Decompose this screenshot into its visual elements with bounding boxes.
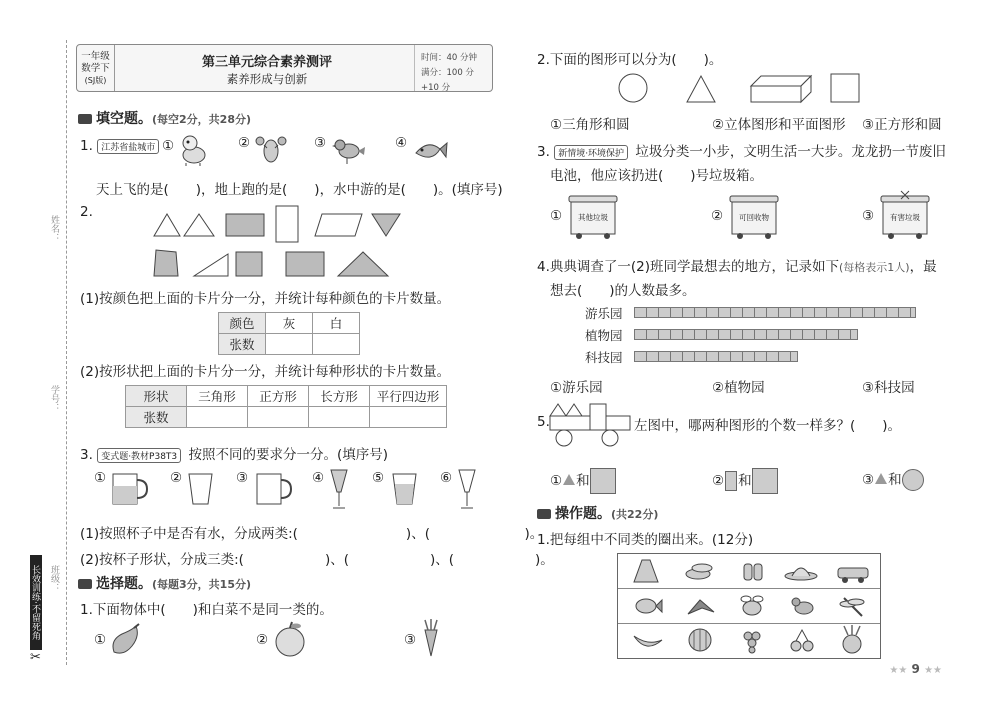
triangle-icon [563, 474, 575, 485]
q5-opt2: ②立体图形和平面图形 [712, 117, 846, 133]
bin-hazardous [877, 190, 933, 240]
id-label: 学号： [49, 385, 59, 412]
q7-text1: 4.典典调查了一(2)班同学最想去的地方，记录如下 [537, 259, 840, 275]
count-cell[interactable] [187, 407, 248, 428]
square-icon [752, 468, 778, 494]
q1-question: 天上飞的是( )，地上跑的是( )，水中游的是( )。(填序号) [96, 182, 503, 198]
dress-icon [634, 560, 658, 582]
row-label-botanical: 植物园 [585, 328, 623, 343]
bin-label: 有害垃圾 [890, 213, 920, 222]
page-title: 第三单元综合素养测评 [201, 55, 332, 70]
mug-water-icon [110, 470, 150, 508]
shape-parallelogram: 平行四边形 [370, 386, 447, 407]
circle-icon [902, 469, 924, 491]
shape-rectangle: 长方形 [309, 386, 370, 407]
section-badge-icon [78, 114, 92, 124]
bird-icon [792, 598, 813, 614]
time-label: 时间：40 分钟 [421, 53, 478, 63]
q4-opt3: ③ [404, 632, 417, 648]
q8-number: 5. [537, 414, 550, 430]
binding-seam [66, 40, 67, 665]
wine-glass-water-icon [328, 468, 350, 512]
wine-glass-icon [456, 468, 478, 512]
q6-opt1: ① [550, 208, 563, 224]
bird-icon [332, 133, 366, 167]
lobster-icon [254, 133, 288, 167]
q4-question: 1.下面物体中( )和白菜不是同一类的。 [80, 602, 333, 618]
mug-empty-icon [254, 470, 294, 508]
watermelon-icon [689, 629, 711, 651]
grapes-icon [744, 632, 760, 653]
q3-part2: (2)按杯子形状，分成三类:( )、( )、( )。 [80, 552, 554, 568]
q7-line1 [537, 255, 937, 275]
q1-opt1: ① [162, 138, 175, 154]
q3-line [80, 443, 388, 463]
bar-science [634, 351, 798, 362]
bin-other [565, 190, 621, 240]
q3-number: 3. [80, 447, 93, 463]
count-cell[interactable] [370, 407, 447, 428]
count-header: 张数 [219, 334, 266, 355]
cup-opt3: ③ [236, 470, 249, 486]
truck-figure [548, 400, 634, 448]
subject-label: 数学下 [81, 63, 110, 74]
edition-label: (SJ版) [84, 76, 107, 85]
dog-icon [178, 133, 210, 167]
section-note: (共22分) [611, 508, 659, 521]
q1-tag: 江苏省盐城市 [97, 139, 159, 154]
section-title: 填空题。 [96, 111, 152, 127]
q7-opt3: ③科技园 [862, 380, 915, 396]
q5-opt3: ③正方形和圆 [862, 117, 942, 133]
fish-icon [412, 133, 448, 167]
shape-triangle: 三角形 [187, 386, 248, 407]
q3-question: 按照不同的要求分一分。(填序号) [188, 447, 388, 463]
shape-square: 正方形 [248, 386, 309, 407]
q8-opt3 [862, 468, 924, 491]
page-header [76, 44, 493, 92]
q1-opt3: ③ [314, 135, 327, 151]
section-badge-icon [537, 509, 551, 519]
q6-tag: 新情境·环境保护 [554, 145, 628, 160]
bin-label: 可回收物 [739, 213, 769, 222]
eggplant-icon [108, 622, 142, 658]
scissors-icon: ✂ [30, 650, 41, 665]
q8-opt2 [712, 468, 778, 494]
q1-number: 1. [80, 138, 93, 154]
color-table [218, 312, 360, 355]
section-fill-in [78, 108, 251, 128]
count-cell[interactable] [309, 407, 370, 428]
bin-label: 其他垃圾 [578, 213, 608, 222]
star-icon: ★★ [924, 665, 942, 676]
side-banner: 长效训练·不留死角 [30, 555, 42, 650]
q9-question: 1.把每组中不同类的圈出来。(12分) [537, 532, 754, 548]
q1-line [80, 138, 162, 154]
cup-opt1: ① [94, 470, 107, 486]
and-label: 和 [576, 473, 590, 489]
exam-info [414, 45, 492, 91]
carrot-icon [420, 618, 442, 658]
bar-amusement [634, 307, 916, 318]
count-cell[interactable] [248, 407, 309, 428]
section-badge-icon [78, 579, 92, 589]
bar-botanical [634, 329, 858, 340]
glass-icon [186, 470, 216, 508]
rectangle-icon [725, 471, 737, 491]
picture-grid [617, 553, 881, 659]
color-header: 颜色 [219, 313, 266, 334]
q6-opt2: ② [711, 208, 724, 224]
triangle-icon [875, 473, 887, 484]
q8-opt1 [550, 468, 616, 494]
section-title: 操作题。 [555, 506, 611, 522]
q7-note: (每格表示1人) [839, 261, 910, 274]
q1-opt4: ④ [395, 135, 408, 151]
car-icon [838, 568, 868, 583]
q7-text1b: ，最 [909, 259, 937, 275]
q6-number: 3. [537, 144, 550, 160]
shoes-icon [686, 564, 712, 579]
q7-opt2: ②植物园 [712, 380, 765, 396]
q2-part1: (1)按颜色把上面的卡片分一分，并统计每种颜色的卡片数量。 [80, 291, 451, 307]
cup-opt5: ⑤ [372, 470, 385, 486]
q5-shapes [615, 70, 875, 106]
class-label: 班级： [49, 565, 59, 592]
q7-line2: 想去( )的人数最多。 [550, 283, 696, 299]
section-operation [537, 503, 658, 523]
cup-opt6: ⑥ [440, 470, 453, 486]
radish-icon [843, 625, 861, 653]
hat-icon [785, 568, 817, 580]
q5-opt1: ①三角形和圆 [550, 117, 630, 133]
score-label: 满分：100 分 +10 分 [421, 68, 474, 93]
row-label-science: 科技园 [585, 350, 623, 365]
q3-part1: (1)按照杯子中是否有水，分成两类:( )、( )。 [80, 526, 544, 542]
page-subtitle: 素养形成与创新 [226, 72, 308, 86]
q4-opt2: ② [256, 632, 269, 648]
color-white: 白 [313, 313, 360, 334]
q4-opt1: ① [94, 632, 107, 648]
row-label-amusement: 游乐园 [585, 306, 623, 321]
apple-icon [272, 620, 308, 658]
page-number-text: 9 [911, 662, 920, 676]
bin-recyclable [726, 190, 782, 240]
bee-icon [741, 596, 763, 615]
count-header: 张数 [126, 407, 187, 428]
square-icon [590, 468, 616, 494]
q8-opt3-num: ③ [862, 472, 875, 488]
and-label: 和 [888, 472, 902, 488]
q3-tag: 变式题·教材P38T3 [97, 448, 181, 463]
fish-icon [636, 599, 662, 613]
dragonfly-icon [840, 598, 864, 616]
section-title: 选择题。 [96, 576, 152, 592]
shape-header: 形状 [126, 386, 187, 407]
q6-line1 [537, 140, 946, 160]
q6-line2: 电池，他应该扔进( )号垃圾箱。 [550, 168, 764, 184]
q1-opt2: ② [238, 135, 251, 151]
q2-cards [150, 204, 470, 284]
gray-count-cell[interactable] [266, 334, 313, 355]
cup-opt2: ② [170, 470, 183, 486]
section-note: (每题3分，共15分) [152, 578, 252, 591]
star-icon: ★★ [889, 665, 908, 676]
section-choice [78, 573, 251, 593]
q8-opt2-num: ② [712, 473, 725, 489]
cherry-icon [791, 630, 813, 651]
q8-question: 左图中，哪两种图形的个数一样多？( )。 [634, 418, 902, 434]
q7-opt1: ①游乐园 [550, 380, 603, 396]
color-gray: 灰 [266, 313, 313, 334]
q8-opt1-num: ① [550, 473, 563, 489]
grade-label: 一年级 [81, 51, 110, 62]
q2-part2: (2)按形状把上面的卡片分一分，并统计每种形状的卡片数量。 [80, 364, 451, 380]
q5-question: 2.下面的图形可以分为( )。 [537, 52, 723, 68]
swallow-icon [688, 600, 714, 614]
q6-text1: 垃圾分类一小步，文明生活一大步。龙龙扔一节废旧 [635, 144, 946, 160]
name-label: 姓名： [49, 215, 59, 242]
cup-opt4: ④ [312, 470, 325, 486]
banana-icon [634, 636, 662, 646]
page-number [889, 662, 942, 676]
gloves-icon [744, 564, 762, 580]
glass-water-icon [390, 470, 420, 508]
white-count-cell[interactable] [313, 334, 360, 355]
section-note: (每空2分，共28分) [152, 113, 252, 126]
and-label: 和 [738, 473, 752, 489]
q2-number: 2. [80, 204, 93, 220]
shape-table [125, 385, 447, 428]
q6-opt3: ③ [862, 208, 875, 224]
grade-box [77, 45, 115, 91]
